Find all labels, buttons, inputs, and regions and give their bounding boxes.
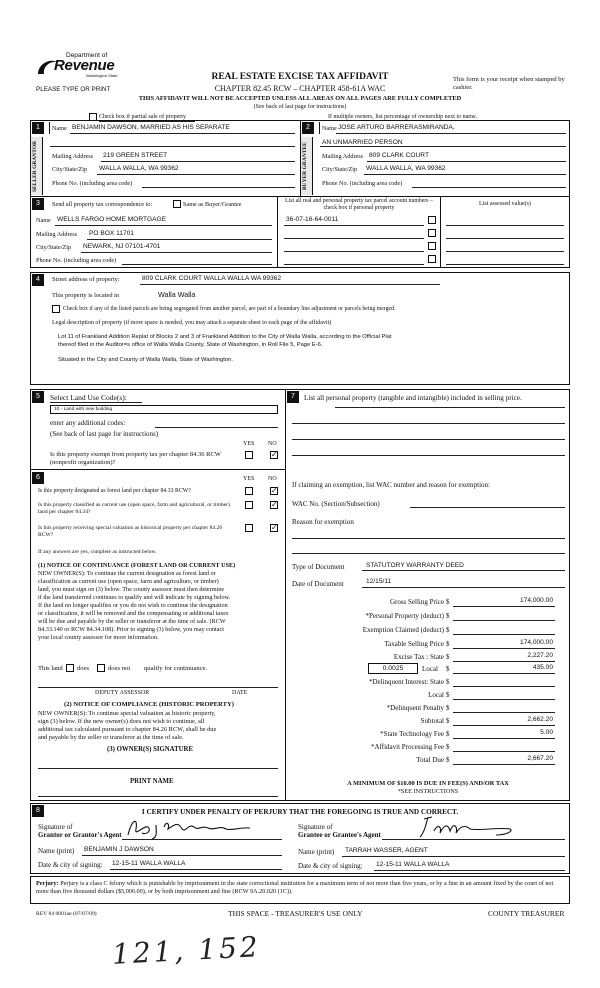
buyer-phone-label: Phone No. (including area code): [322, 180, 403, 187]
buyer-mailing-value[interactable]: 809 CLARK COURT: [369, 152, 429, 159]
personal-deduct-dollar: $: [446, 612, 450, 620]
grantor-name-label: Name (print): [38, 847, 75, 855]
street-value[interactable]: 809 CLARK COURT WALLA WALLA WA 99362: [142, 275, 282, 282]
land-does-not-checkbox[interactable]: [97, 664, 105, 672]
seller-city-value[interactable]: WALLA WALLA, WA 99362: [99, 165, 179, 172]
forest-yes-checkbox[interactable]: [245, 487, 253, 495]
exempt-no-checkbox[interactable]: ✓: [271, 450, 278, 459]
notice-continuance-line: If the land no longer qualifies or you do not wish to continue the designation: [38, 602, 228, 609]
gross-value[interactable]: 174,000.00: [519, 597, 553, 604]
state-tax-label: Excise Tax : State: [393, 653, 444, 661]
treasurer-use-label: THIS SPACE - TREASURER'S USE ONLY: [228, 909, 363, 918]
located-label: This property is located in: [52, 292, 120, 299]
affidavit-fee-label: *Affidavit Processing Fee: [371, 743, 444, 751]
section-1-number: 1: [32, 122, 44, 134]
exemption-deduct-label: Exemption Claimed (deduct): [362, 626, 444, 634]
grantee-signature[interactable]: [410, 813, 530, 841]
same-as-buyer-label: Same as Buyer/Grantee: [183, 201, 242, 208]
subtotal-dollar: $: [446, 717, 450, 725]
grantee-name-value[interactable]: TARRAH WASSER, AGENT: [345, 847, 428, 854]
wac-label: WAC No. (Section/Subsection): [292, 500, 380, 508]
notice-continuance-line: 84.33.140 or RCW 84.34.108). Prior to signing (3) below, you may contact: [38, 626, 224, 633]
buyer-side-label: BUYER GRANTEE: [302, 142, 308, 190]
parcel-number-value[interactable]: 36-07-16-64-0011: [286, 216, 339, 223]
section-6-number: 6: [32, 472, 44, 484]
owner-signature-label: (3) OWNER(S) SIGNATURE: [107, 746, 193, 753]
forest-no-checkbox[interactable]: ✓: [271, 486, 278, 495]
perjury-notice: [36, 880, 564, 897]
doc-type-value[interactable]: STATUTORY WARRANTY DEED: [366, 562, 464, 569]
current-use-yes-checkbox[interactable]: [245, 501, 253, 509]
land-does-checkbox[interactable]: [66, 664, 74, 672]
notice-continuance-line: classification as current use (open space, farm and agriculture, or timber): [38, 578, 219, 585]
land-does-not-label: does not: [108, 665, 131, 672]
form-warning: THIS AFFIDAVIT WILL NOT BE ACCEPTED UNLESS ALL AREAS ON ALL PAGES ARE FULLY COMPLETED: [138, 95, 462, 102]
section-2-number: 2: [302, 122, 314, 134]
seller-name-label: Name: [52, 125, 67, 132]
current-use-question: Is this property classified as current use (open space, farm and agricultural, or timber) land per chapter 84.34?: [38, 502, 230, 515]
section-7-number: 7: [287, 391, 299, 403]
state-tax-value[interactable]: 2,227.20: [527, 652, 553, 659]
receipt-note: This form is your receipt when stamped by cashier.: [453, 76, 565, 92]
dor-state-line: Washington State: [86, 73, 118, 78]
seller-side-label: SELLER GRANTOR: [32, 140, 38, 192]
if-yes-note: If any answers are yes, complete as instructed below.: [38, 549, 157, 555]
seller-mailing-label: Mailing Address: [52, 153, 94, 160]
subtotal-label: Subtotal: [420, 717, 444, 725]
notice-continuance-line: if the land transferred continues to qualify and will indicate by signing below.: [38, 594, 231, 601]
historic-yes-checkbox[interactable]: [245, 524, 253, 532]
grantee-date-value[interactable]: 12-15-11 WALLA WALLA: [376, 861, 450, 868]
deputy-date-label: DATE: [232, 690, 248, 696]
notice-compliance-line: and payable by the seller or transferor at the time of sale.: [38, 734, 184, 741]
state-tax-dollar: $: [446, 653, 450, 661]
handwritten-note: 121, 152: [111, 930, 262, 971]
local-rate-input[interactable]: 0.0025: [368, 663, 418, 674]
grantee-sig-label-2: Grantee or Grantee's Agent: [298, 831, 381, 839]
reason-label: Reason for exemption: [292, 518, 354, 526]
total-due-label: Total Due: [416, 756, 444, 764]
notice-continuance-line: your local county assessor for more information.: [38, 634, 159, 641]
personal-deduct-label: *Personal Property (deduct): [365, 612, 444, 620]
parcel-4-personal-checkbox[interactable]: [428, 255, 436, 263]
total-due-dollar: $: [446, 756, 450, 764]
grantor-signature[interactable]: [122, 815, 282, 841]
exemption-deduct-dollar: $: [446, 626, 450, 634]
parcel-2-personal-checkbox[interactable]: [428, 229, 436, 237]
section-8-number: 8: [32, 805, 44, 817]
grantor-name-value[interactable]: BENJAMIN J DAWSON: [84, 846, 154, 853]
buyer-name-label: Name: [322, 125, 337, 132]
delinquent-local-dollar: $: [446, 691, 450, 699]
same-as-buyer-checkbox[interactable]: [173, 200, 181, 208]
qualify-label: qualify for continuance.: [144, 665, 208, 672]
notice-compliance-title: (2) NOTICE OF COMPLIANCE (HISTORIC PROPERTY): [64, 701, 234, 708]
exemption-claim-label: If claiming an exemption, list WAC number and reason for exemption:: [292, 481, 490, 489]
local-tax-dollar: $: [446, 665, 450, 673]
personal-property-label: List all personal property (tangible and intangible) included in selling price.: [304, 394, 522, 402]
multiple-owners-note: If multiple owners, list percentage of ownership next to name.: [328, 114, 478, 120]
dor-logo-wordmark: Revenue: [54, 57, 115, 74]
exempt-question: Is this property exempt from property tax per chapter 84.36 RCW (nonprofit organization)?: [50, 451, 221, 467]
current-use-no-checkbox[interactable]: ✓: [271, 500, 278, 509]
print-name-label: PRINT NAME: [130, 778, 174, 785]
total-due-value[interactable]: 2,667.20: [527, 755, 553, 762]
grantee-sig-label-1: Signature of: [298, 823, 333, 831]
historic-no-checkbox[interactable]: ✓: [271, 523, 278, 532]
tax-city-label: City/State/Zip: [36, 244, 72, 251]
delinquent-state-label: *Delinquent Interest: State: [368, 678, 444, 686]
land-use-label: Select Land Use Code(s):: [50, 393, 127, 402]
notice-compliance-line: NEW OWNER(S): To continue special valuation as historic property,: [38, 710, 216, 717]
legal-line-2[interactable]: thereof filed in the Auditor=s office of Walla Walla County, State of Washington, in Roll File 5, Page E-6.: [58, 342, 323, 348]
tech-fee-label: *State Technology Fee: [380, 730, 444, 738]
exempt-yes-checkbox[interactable]: [245, 451, 253, 459]
gross-dollar: $: [446, 598, 450, 606]
section-3-number: 3: [32, 198, 44, 210]
this-land-label: This land: [38, 665, 63, 672]
delinquent-penalty-dollar: $: [446, 704, 450, 712]
notice-compliance-line: additional tax calculated pursuant to chapter 84.26 RCW, shall be due: [38, 726, 217, 733]
gross-label: Gross Selling Price: [389, 598, 444, 606]
street-label: Street address of property:: [52, 276, 120, 283]
minimum-note: A MINIMUM OF $10.00 IS DUE IN FEE(S) AND/OR TAX: [347, 780, 509, 787]
forest-land-question: Is this property designated as forest land per chapter 84.33 RCW?: [38, 488, 191, 494]
seller-city-label: City/State/Zip: [52, 166, 88, 173]
certify-statement: I CERTIFY UNDER PENALTY OF PERJURY THAT THE FOREGOING IS TRUE AND CORRECT.: [141, 808, 459, 816]
tax-city-value[interactable]: NEWARK, NJ 07101-4701: [83, 243, 161, 250]
parcel-3-personal-checkbox[interactable]: [428, 242, 436, 250]
notice-continuance-line: will be due and payable by the seller or transferor at the time of sale. (RCW: [38, 618, 226, 625]
subtotal-value[interactable]: 2,662.20: [527, 716, 553, 723]
perjury-text: Perjury is a class C felony which is punishable by imprisonment in the state correctional institution for a maximum term of not more than five years, or by a fine in an amount fixed by the court of not more than five thousand dollars ($5,000.00), or by both imprisonment and fine (RCW 9A.20.020 (1C)).: [36, 880, 554, 896]
notice-compliance-line: sign (3) below. If the new owner(s) does not wish to continue, all: [38, 718, 205, 725]
taxable-value[interactable]: 174,000.00: [519, 639, 553, 646]
print-note: PLEASE TYPE OR PRINT: [36, 86, 111, 93]
land-does-label: does: [77, 665, 90, 672]
section-5-number: 5: [32, 391, 44, 403]
tax-name-label: Name: [36, 217, 51, 224]
seller-name-value[interactable]: BENJAMIN DAWSON, MARRIED AS HIS SEPARATE: [72, 124, 230, 131]
buyer-name-value-2[interactable]: AN UNMARRIED PERSON: [322, 139, 403, 146]
assessed-header: List assessed value(s): [479, 201, 531, 207]
tax-mailing-label: Mailing Address: [36, 231, 78, 238]
county-treasurer-label: COUNTY TREASURER: [488, 910, 565, 918]
tax-mailing-value[interactable]: PO BOX 11701: [89, 230, 134, 237]
seller-phone-label: Phone No. (including area code): [52, 180, 133, 187]
partial-sale-label: Check box if partial sale of property: [99, 114, 186, 120]
parcel-1-personal-checkbox[interactable]: [428, 216, 436, 224]
historic-question: Is this property receiving special valuation as historical property per chapter 84.26 RCW?: [38, 525, 223, 538]
taxable-dollar: $: [446, 640, 450, 648]
segregated-checkbox[interactable]: [52, 305, 60, 313]
form-number: REV 84 0001ae (07/07/09): [36, 911, 97, 917]
tax-name-value[interactable]: WELLS FARGO HOME MORTGAGE: [57, 216, 167, 223]
grantor-sig-label-1: Signature of: [38, 823, 73, 831]
buyer-name-value-1[interactable]: JOSE ARTURO BARRERASMIRANDA,: [338, 124, 455, 131]
taxable-label: Taxable Selling Price: [384, 640, 444, 648]
buyer-city-value[interactable]: WALLA WALLA, WA 99362: [366, 165, 446, 172]
dor-dept-line: Department of: [66, 52, 108, 59]
notice-continuance-title: (1) NOTICE OF CONTINUANCE (FOREST LAND OR CURRENT USE): [38, 562, 236, 569]
buyer-mailing-label: Mailing Address: [322, 153, 364, 160]
notice-continuance-line: land, you must sign on (3) below. The county assessor must then determine: [38, 586, 225, 593]
grantor-sig-label-2: Grantor or Grantor's Agent: [38, 831, 122, 839]
see-instructions-note: *SEE INSTRUCTIONS: [397, 788, 459, 795]
doc-date-label: Date of Document: [292, 580, 344, 588]
doc-type-label: Type of Document: [292, 563, 345, 571]
local-tax-label: Local: [422, 665, 438, 673]
tax-phone-label: Phone No. (including area code): [36, 257, 117, 264]
grantor-date-value[interactable]: 12-15-11 WALLA WALLA: [112, 860, 186, 867]
local-tax-value[interactable]: 435.00: [532, 664, 553, 671]
land-use-code-select[interactable]: 10 - Land with new building: [50, 405, 278, 414]
affidavit-fee-dollar: $: [446, 743, 450, 751]
send-correspondence-label: Send all property tax correspondence to:: [52, 201, 153, 208]
s6-yes-header: YES: [243, 476, 255, 482]
land-use-no-header: NO: [268, 441, 277, 447]
section-4-number: 4: [32, 274, 44, 286]
grantee-date-label: Date & city of signing:: [298, 862, 363, 870]
parcel-header: List all real and personal property tax parcel account numbers – check box if personal property: [285, 198, 433, 211]
notice-continuance-line: NEW OWNER(S): To continue the current designation as forest land or: [38, 570, 216, 577]
perjury-label: Perjury:: [36, 880, 59, 887]
form-title: REAL ESTATE EXCISE TAX AFFIDAVIT: [211, 72, 389, 82]
dor-logo: [36, 52, 126, 86]
legal-line-3[interactable]: Situated in the City and County of Walla Walla, State of Washington.: [58, 357, 233, 363]
property-box: [30, 272, 570, 385]
deputy-assessor-label: DEPUTY ASSESSOR: [95, 690, 150, 696]
form-chapters: CHAPTER 82.45 RCW – CHAPTER 458-61A WAC: [214, 84, 386, 93]
land-use-see-back: (See back of last page for instructions): [50, 430, 159, 438]
s6-no-header: NO: [268, 476, 277, 482]
delinquent-state-dollar: $: [446, 678, 450, 686]
additional-codes-label: enter any additional codes:: [50, 419, 126, 427]
land-use-yes-header: YES: [243, 441, 255, 447]
notice-continuance-line: or classification, it will be removed and the compensating or additional taxes: [38, 610, 229, 617]
see-back-note: (See back of last page for instructions): [253, 104, 347, 110]
delinquent-local-label: Local: [428, 691, 444, 699]
grantor-date-label: Date & city of signing:: [38, 861, 103, 869]
buyer-city-label: City/State/Zip: [322, 166, 358, 173]
doc-date-value[interactable]: 12/15/11: [366, 578, 392, 585]
grantee-name-label: Name (print): [298, 848, 335, 856]
located-value[interactable]: Walla Walla: [158, 290, 196, 299]
legal-label: Legal description of property (if more space is needed, you may attach a separate sheet to each page of the affidavit): [52, 320, 332, 326]
legal-line-1[interactable]: Lot 11 of Frankland Addition Replat of Blocks 2 and 3 of Frankland Addition to the City of Walla Walla, according to the Official Plat: [58, 334, 392, 340]
delinquent-penalty-label: *Delinquent Penalty: [386, 704, 444, 712]
segregated-label: Check box if any of the listed parcels are being segregated from another parcel, are part of a boundary line adjustment or parcels being merged.: [63, 306, 396, 312]
tech-fee-dollar: $: [446, 730, 450, 738]
tech-fee-value[interactable]: 5.00: [540, 729, 553, 736]
seller-mailing-value[interactable]: 219 GREEN STREET: [103, 152, 168, 159]
